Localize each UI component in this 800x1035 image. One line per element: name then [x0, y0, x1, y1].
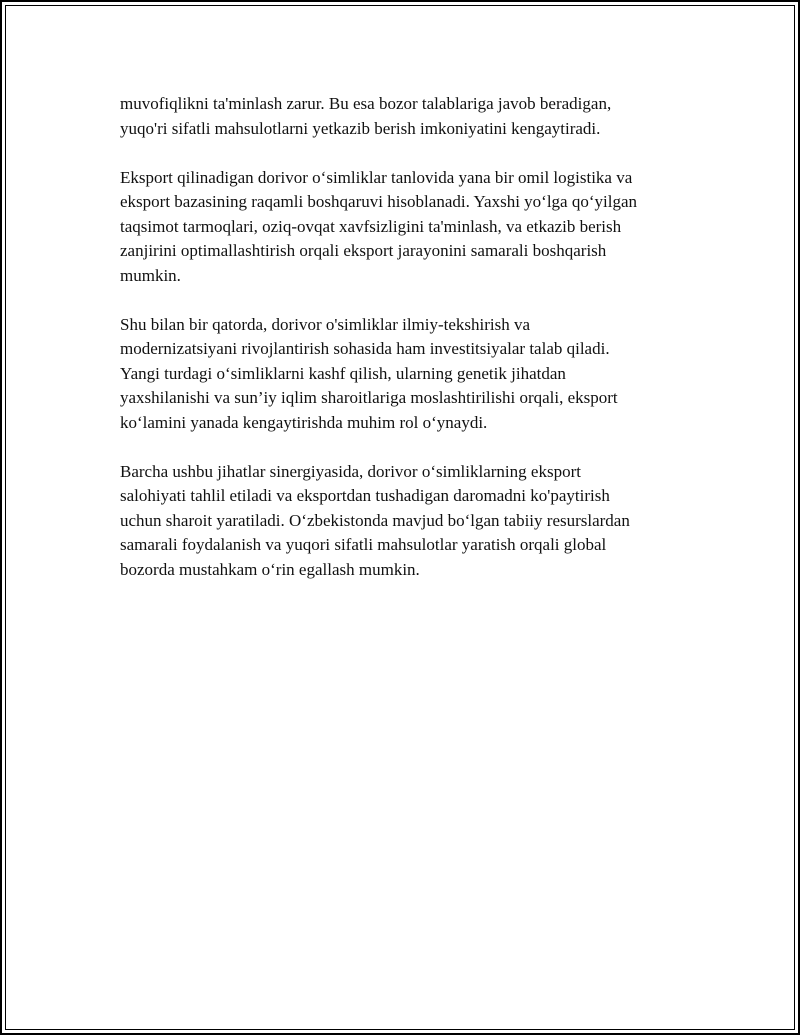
text-line: samarali foydalanish va yuqori sifatli mahsulotlar yaratish orqali global: [120, 535, 607, 554]
text-line: Eksport qilinadigan dorivor o‘simliklar tanlovida yana bir omil logistika va: [120, 167, 633, 187]
document-body: [120, 92, 700, 607]
paragraph-1: [120, 92, 700, 141]
text-line: yuqo'ri sifatli mahsulotlarni yetkazib berish imkoniyatini kengaytiradi.: [120, 118, 601, 138]
paragraph-3: [120, 313, 700, 436]
text-line: Yangi turdagi o‘simliklarni kashf qilish, ularning genetik jihatdan: [120, 363, 566, 383]
text-line: mumkin.: [120, 265, 181, 285]
text-line: yaxshilanishi va sun’iy iqlim sharoitlariga moslashtirilishi orqali, eksport: [120, 388, 618, 407]
text-line: Shu bilan bir qatorda, dorivor o'simliklar ilmiy-tekshirish va: [120, 314, 531, 334]
text-line: ko‘lamini yanada kengaytirishda muhim rol o‘ynaydi.: [120, 412, 488, 432]
paragraph-4: [120, 460, 700, 583]
text-line: uchun sharoit yaratiladi. O‘zbekistonda mavjud bo‘lgan tabiiy resurslardan: [120, 510, 630, 530]
text-line: zanjirini optimallashtirish orqali eksport jarayonini samarali boshqarish: [120, 241, 607, 260]
text-line: bozorda mustahkam o‘rin egallash mumkin.: [120, 559, 420, 579]
text-line: modernizatsiyani rivojlantirish sohasida ham investitsiyalar talab qiladi.: [120, 339, 610, 358]
text-line: muvofiqlikni ta'minlash zarur. Bu esa bozor talablariga javob beradigan,: [120, 94, 612, 113]
text-line: Barcha ushbu jihatlar sinergiyasida, dorivor o‘simliklarning eksport: [120, 461, 581, 481]
text-line: salohiyati tahlil etiladi va eksportdan tushadigan daromadni ko'paytirish: [120, 486, 610, 505]
text-line: taqsimot tarmoqlari, oziq-ovqat xavfsizligini ta'minlash, va etkazib berish: [120, 216, 622, 236]
paragraph-2: [120, 166, 700, 289]
text-line: eksport bazasining raqamli boshqaruvi hisoblanadi. Yaxshi yo‘lga qo‘yilgan: [120, 192, 637, 211]
